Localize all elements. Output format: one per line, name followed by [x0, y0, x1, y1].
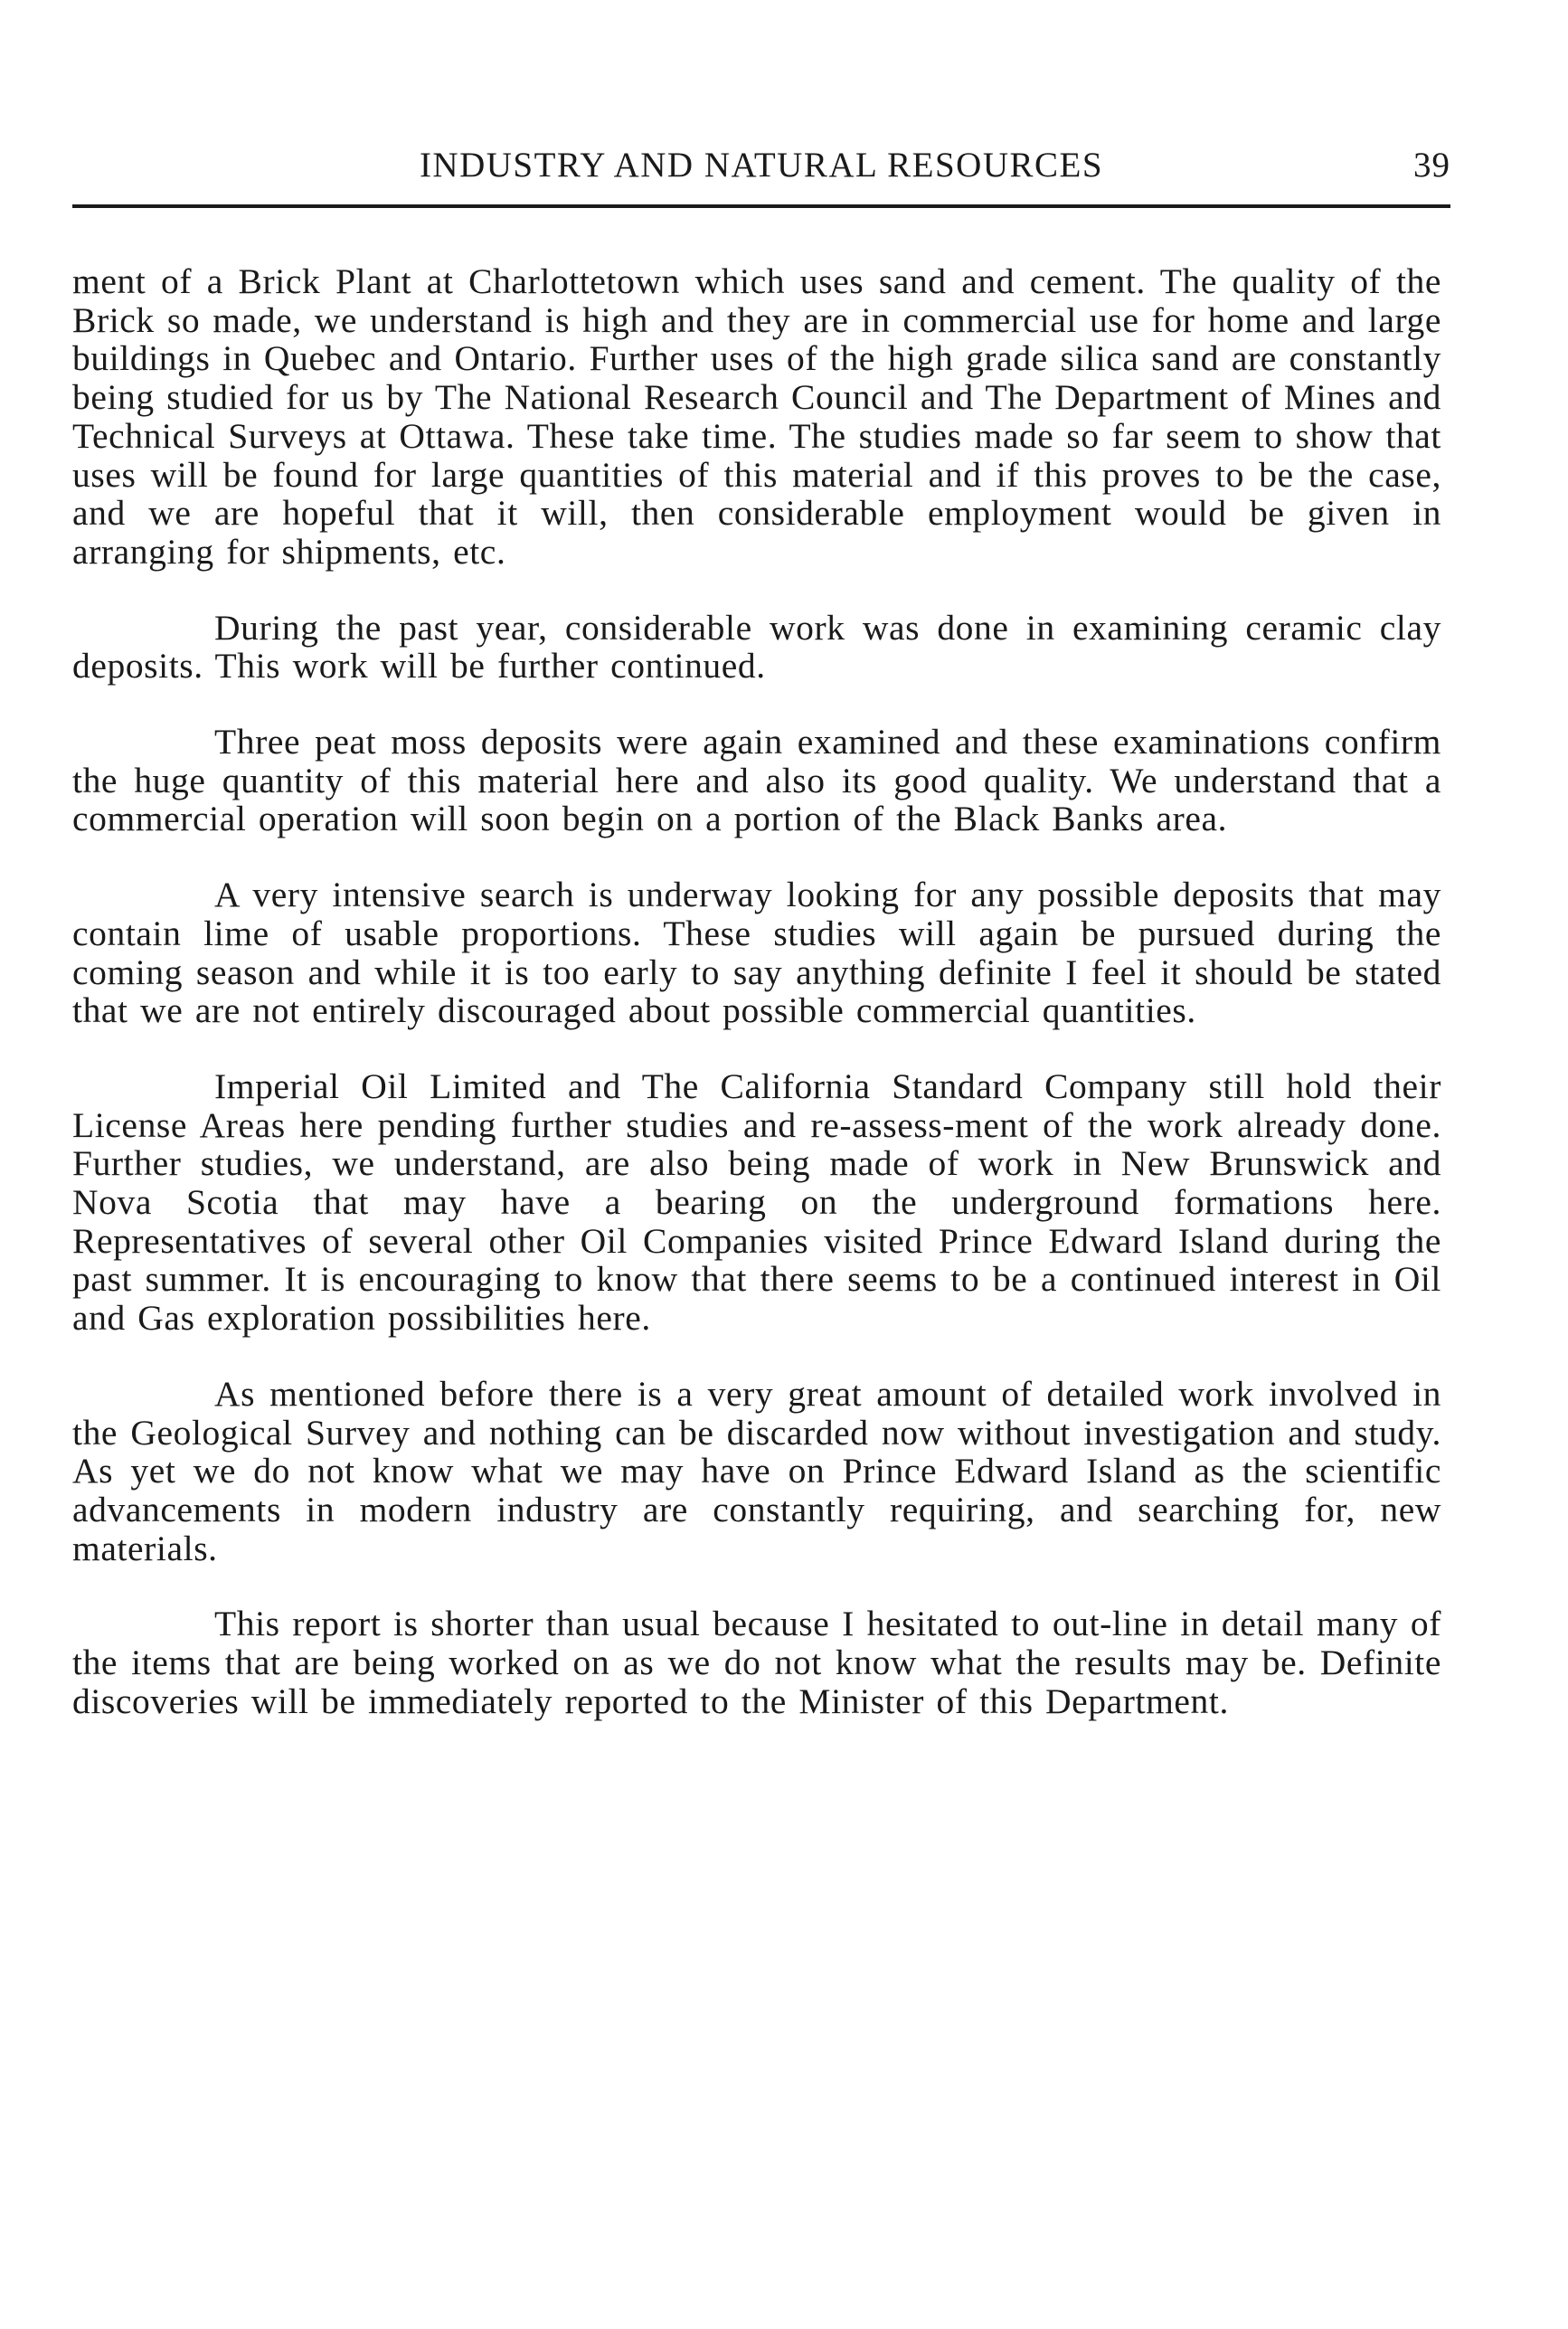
paragraph-ceramic-clay: During the past year, considerable work was done in examining ceramic clay deposits. This work will be further continued. [72, 607, 1441, 686]
paragraph-report-note: This report is shorter than usual because I hesitated to out-line in detail many of the items that are being worked on as we do not know what the results may be. Definite discoveries will be immediately reported to the Minister of this Department. [72, 1604, 1441, 1721]
body-text [72, 262, 1441, 1758]
paragraph-lime-search: A very intensive search is underway looking for any possible deposits that may contain lime of usable proportions. These studies will again be pursued during the coming season and while it is too early to say anything definite I feel it should be stated that we are not entirely discouraged about possible commercial quantities. [72, 875, 1441, 1031]
header-rule [72, 204, 1450, 208]
paragraph-brick-plant: ment of a Brick Plant at Charlottetown which uses sand and cement. The quality of the Brick so made, we understand is high and they are in commercial use for home and large buildings in Quebec and Ontario. Further uses of the high grade silica sand are constantly being studied for us by The National Research Council and The Department of Mines and Technical Surveys at Ottawa. These take time. The studies made so far seem to show that uses will be found for large quantities of this material and if this proves to be the case, and we are hopeful that it will, then considerable employment would be given in arranging for shipments, etc. [72, 261, 1441, 572]
running-title: INDUSTRY AND NATURAL RESOURCES [419, 146, 1104, 185]
page-number: 39 [1413, 146, 1450, 185]
running-header [72, 143, 1450, 188]
paragraph-oil-gas: Imperial Oil Limited and The California Standard Company still hold their License Areas here pending further studies and re-assess-ment of the work already done. Further studies, we understand, are also being made of work in New Brunswick and Nova Scotia that may have a bearing on the underground formations here. Representatives of several other Oil Companies visited Prince Edward Island during the past summer. It is encouraging to know that there seems to be a continued interest in Oil and Gas exploration possibilities here. [72, 1065, 1441, 1339]
paragraph-geological-survey: As mentioned before there is a very great amount of detailed work involved in the Geological Survey and nothing can be discarded now without investigation and study. As yet we do not know what we may have on Prince Edward Island as the scientific advancements in modern industry are constantly requiring, and searching for, new materials. [72, 1373, 1441, 1568]
paragraph-peat-moss: Three peat moss deposits were again examined and these examinations confirm the huge quantity of this material here and also its good quality. We understand that a commercial operation will soon begin on a portion of the Black Banks area. [72, 722, 1441, 839]
